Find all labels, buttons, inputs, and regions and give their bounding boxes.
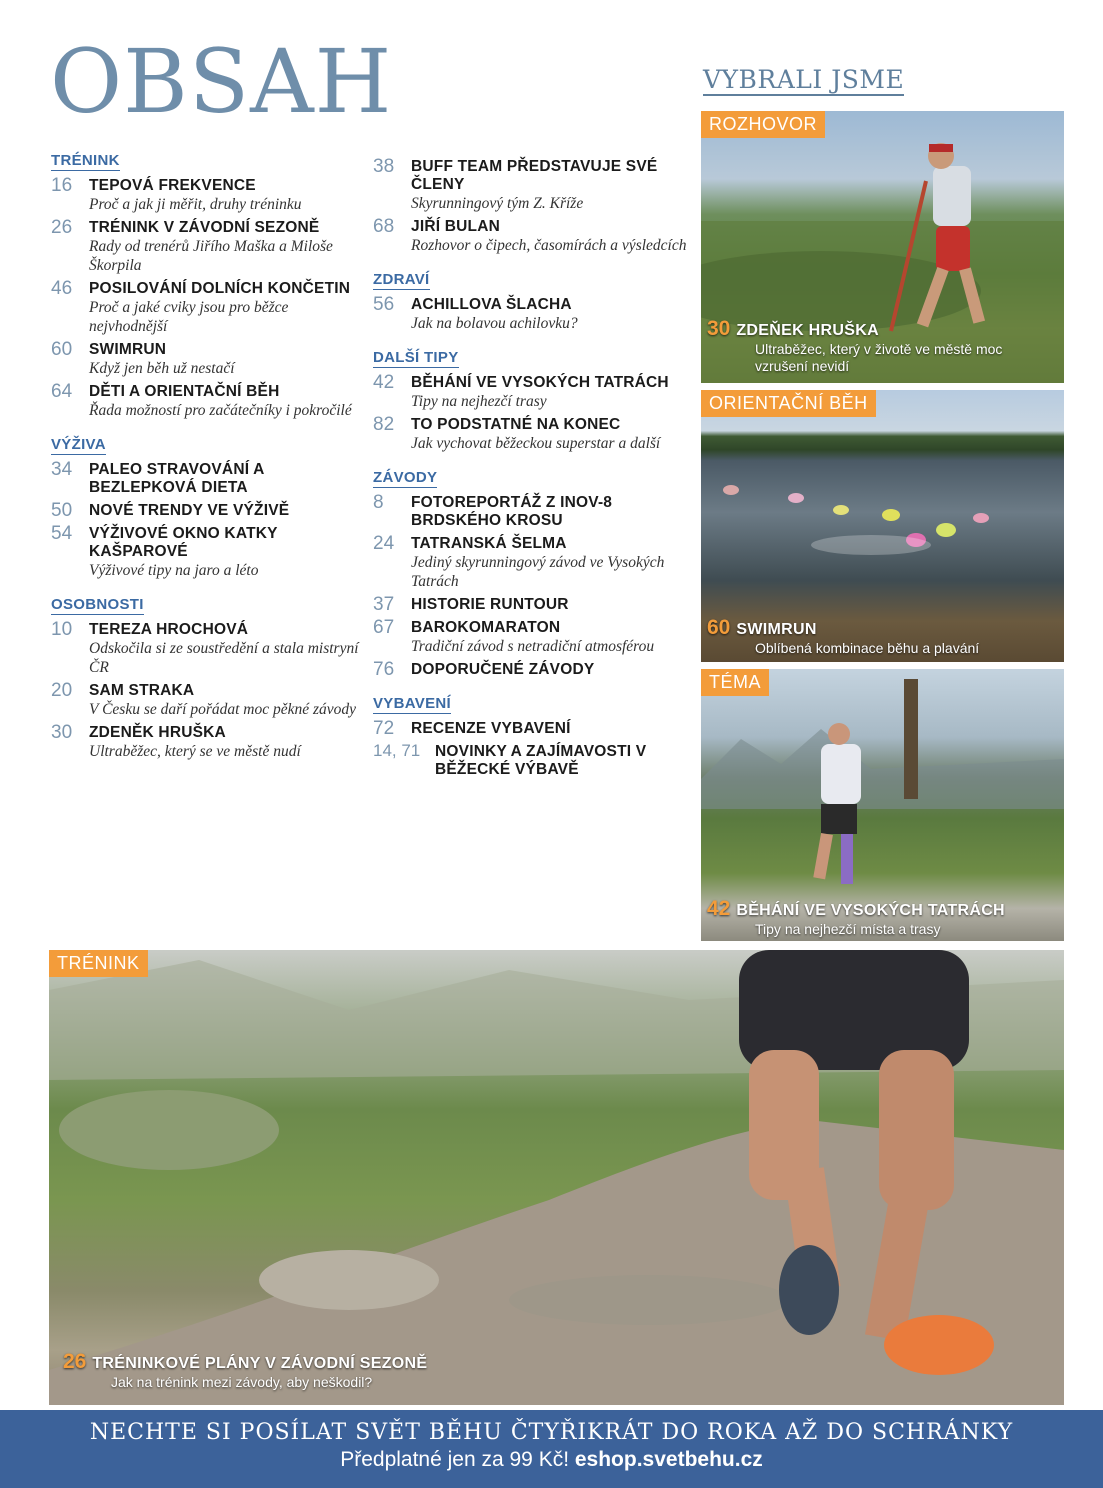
page-title: OBSAH — [50, 30, 393, 133]
page-number: 30 — [51, 722, 73, 743]
page-number: 16 — [51, 175, 73, 196]
featured-description: Ultraběžec, který v životě ve městě moc vzrušení nevidí — [755, 341, 1003, 374]
entry-description: Rozhovor o čipech, časomírách a výsledcích — [411, 237, 687, 254]
toc-entry[interactable] — [373, 218, 688, 255]
featured-caption — [707, 317, 1057, 375]
toc-entry[interactable] — [373, 296, 688, 333]
entry-description: Rady od trenérů Jiřího Maška a Miloše Škorpila — [89, 238, 333, 274]
toc-section — [373, 693, 688, 779]
entry-description: Proč a jak ji měřit, druhy tréninku — [89, 196, 302, 213]
page-number: 37 — [373, 594, 395, 615]
featured-tag: ROZHOVOR — [701, 111, 825, 138]
entry-headline: HISTORIE RUNTOUR — [411, 596, 569, 613]
entry-headline: TO PODSTATNÉ NA KONEC — [411, 416, 621, 433]
page-number: 30 — [707, 317, 731, 340]
entry-headline: TEREZA HROCHOVÁ — [89, 621, 249, 638]
entry-headline: POSILOVÁNÍ DOLNÍCH KONČETIN — [89, 280, 351, 297]
toc-section — [51, 434, 361, 580]
entry-description: Tipy na nejhezčí trasy — [411, 393, 547, 410]
entry-description: Výživové tipy na jaro a léto — [89, 562, 259, 579]
toc-entry[interactable] — [373, 494, 688, 530]
entry-headline: JIŘÍ BULAN — [411, 218, 500, 235]
toc-entry[interactable] — [373, 416, 688, 453]
entry-headline: SWIMRUN — [89, 341, 167, 358]
featured-description: Oblíbená kombinace běhu a plavání — [755, 640, 980, 656]
toc-entry[interactable] — [51, 502, 361, 520]
page-number: 67 — [373, 617, 395, 638]
entry-headline: ZDENĚK HRUŠKA — [89, 724, 226, 741]
toc-section — [51, 594, 361, 761]
page-number: 46 — [51, 278, 73, 299]
featured-headline: TRÉNINKOVÉ PLÁNY V ZÁVODNÍ SEZONĚ — [92, 1355, 428, 1372]
banner-price-text: Předplatné jen za 99 Kč! — [340, 1448, 575, 1471]
section-title: VÝŽIVA — [51, 436, 106, 453]
entry-description: Proč a jaké cviky jsou pro běžce nejvhodnější — [89, 299, 289, 335]
entry-description: Když jen běh už nestačí — [89, 360, 235, 377]
featured-description: Jak na trénink mezi závody, aby neškodil? — [111, 1374, 373, 1390]
entry-description: Jediný skyrunningový závod ve Vysokých Tatrách — [411, 554, 665, 590]
page-number: 42 — [707, 897, 731, 920]
page-number: 68 — [373, 216, 395, 237]
page-number: 82 — [373, 414, 395, 435]
toc-entry[interactable] — [373, 596, 688, 614]
entry-headline: TATRANSKÁ ŠELMA — [411, 535, 567, 552]
toc-entry[interactable] — [373, 619, 688, 656]
entry-description: Odskočila si ze soustředění a stala mistryní ČR — [89, 640, 359, 676]
featured-tag: TRÉNINK — [49, 950, 148, 977]
entry-description: V Česku se daří pořádat moc pěkné závody — [89, 701, 357, 718]
entry-headline: NOVÉ TRENDY VE VÝŽIVĚ — [89, 502, 290, 519]
toc-entry[interactable] — [51, 177, 361, 214]
page-number: 26 — [63, 1350, 87, 1373]
page-number: 24 — [373, 533, 395, 554]
toc-entry[interactable] — [373, 158, 688, 213]
toc-section — [373, 347, 688, 453]
toc-entry[interactable] — [373, 661, 688, 679]
page-number: 64 — [51, 381, 73, 402]
entry-headline: DOPORUČENÉ ZÁVODY — [411, 661, 595, 678]
entry-headline: RECENZE VYBAVENÍ — [411, 720, 571, 737]
page-number: 42 — [373, 372, 395, 393]
toc-entry[interactable] — [51, 682, 361, 719]
toc-entry[interactable] — [373, 720, 688, 738]
toc-section — [373, 467, 688, 679]
page-number: 60 — [51, 339, 73, 360]
featured-photo-training[interactable] — [49, 950, 1064, 1405]
featured-heading: VYBRALI JSME — [703, 65, 905, 94]
toc-entry[interactable] — [51, 383, 361, 420]
entry-headline: PALEO STRAVOVÁNÍ A BEZLEPKOVÁ DIETA — [89, 461, 264, 496]
banner-subline — [0, 1448, 1103, 1472]
page-number: 72 — [373, 718, 395, 739]
entry-description: Skyrunningový tým Z. Kříže — [411, 195, 584, 212]
entry-headline: NOVINKY A ZAJÍMAVOSTI V BĚŽECKÉ VÝBAVĚ — [435, 743, 647, 778]
toc-entry[interactable] — [373, 374, 688, 411]
toc-left-column — [51, 150, 361, 775]
page-number: 76 — [373, 659, 395, 680]
featured-description: Tipy na nejhezčí místa a trasy — [755, 921, 941, 937]
entry-description: Jak vychovat běžeckou superstar a další — [411, 435, 661, 452]
page-number: 34 — [51, 459, 73, 480]
banner-headline: NECHTE SI POSÍLAT SVĚT BĚHU ČTYŘIKRÁT DO ROKA AŽ DO SCHRÁNKY — [89, 1420, 1014, 1445]
featured-caption — [707, 897, 1062, 938]
section-title: DALŠÍ TIPY — [373, 349, 459, 366]
entry-headline: SAM STRAKA — [89, 682, 195, 699]
section-title: ZDRAVÍ — [373, 271, 430, 288]
entry-headline: TEPOVÁ FREKVENCE — [89, 177, 256, 194]
entry-headline: FOTOREPORTÁŽ Z INOV-8 BRDSKÉHO KROSU — [411, 494, 613, 529]
subscription-banner[interactable] — [0, 1410, 1103, 1488]
featured-photo-theme[interactable] — [701, 669, 1064, 941]
featured-caption — [707, 616, 1057, 657]
page-number: 20 — [51, 680, 73, 701]
page-number: 56 — [373, 294, 395, 315]
toc-entry[interactable] — [51, 280, 361, 336]
section-title: TRÉNINK — [51, 152, 120, 169]
page-number: 26 — [51, 217, 73, 238]
toc-entry[interactable] — [373, 743, 688, 779]
featured-tag: TÉMA — [701, 669, 769, 696]
toc-entry[interactable] — [51, 341, 361, 378]
toc-section — [373, 269, 688, 333]
entry-headline: BAROKOMARATON — [411, 619, 561, 636]
section-title: ZÁVODY — [373, 469, 438, 486]
page-number: 10 — [51, 619, 73, 640]
entry-headline: DĚTI A ORIENTAČNÍ BĚH — [89, 383, 280, 400]
page-number: 54 — [51, 523, 73, 544]
entry-description: Řada možností pro začátečníky i pokročilé — [89, 402, 352, 419]
entry-description: Tradiční závod s netradiční atmosférou — [411, 638, 655, 655]
entry-headline: TRÉNINK V ZÁVODNÍ SEZONĚ — [89, 219, 320, 236]
toc-entry[interactable] — [51, 461, 361, 497]
toc-middle-column — [373, 158, 688, 793]
page-number: 50 — [51, 500, 73, 521]
toc-entry[interactable] — [51, 724, 361, 761]
featured-headline: ZDEŇEK HRUŠKA — [736, 322, 879, 339]
featured-photo-interview[interactable] — [701, 111, 1064, 383]
entry-headline: BĚHÁNÍ VE VYSOKÝCH TATRÁCH — [411, 374, 669, 391]
featured-headline: SWIMRUN — [736, 621, 817, 638]
featured-photo-orienteering[interactable] — [701, 390, 1064, 662]
toc-section — [51, 150, 361, 420]
section-title: OSOBNOSTI — [51, 596, 144, 613]
entry-description: Ultraběžec, který se ve městě nudí — [89, 743, 301, 760]
page-number: 60 — [707, 616, 731, 639]
trail-runner-photo-illustration — [49, 950, 1064, 1405]
page-number: 8 — [373, 492, 384, 513]
entry-headline: VÝŽIVOVÉ OKNO KATKY KAŠPAROVÉ — [89, 525, 278, 560]
toc-entry[interactable] — [373, 535, 688, 591]
featured-headline: BĚHÁNÍ VE VYSOKÝCH TATRÁCH — [736, 902, 1005, 919]
toc-section — [373, 158, 688, 255]
toc-entry[interactable] — [51, 621, 361, 677]
page-number: 38 — [373, 156, 395, 177]
entry-headline: ACHILLOVA ŠLACHA — [411, 296, 572, 313]
toc-entry[interactable] — [51, 219, 361, 275]
eshop-link[interactable]: eshop.svetbehu.cz — [574, 1448, 763, 1471]
toc-entry[interactable] — [51, 525, 361, 580]
featured-tag: ORIENTAČNÍ BĚH — [701, 390, 876, 417]
entry-description: Jak na bolavou achilovku? — [411, 315, 578, 332]
featured-caption — [63, 1350, 763, 1391]
section-title: VYBAVENÍ — [373, 695, 451, 712]
page-number: 14, 71 — [373, 741, 421, 760]
entry-headline: BUFF TEAM PŘEDSTAVUJE SVÉ ČLENY — [411, 158, 658, 193]
